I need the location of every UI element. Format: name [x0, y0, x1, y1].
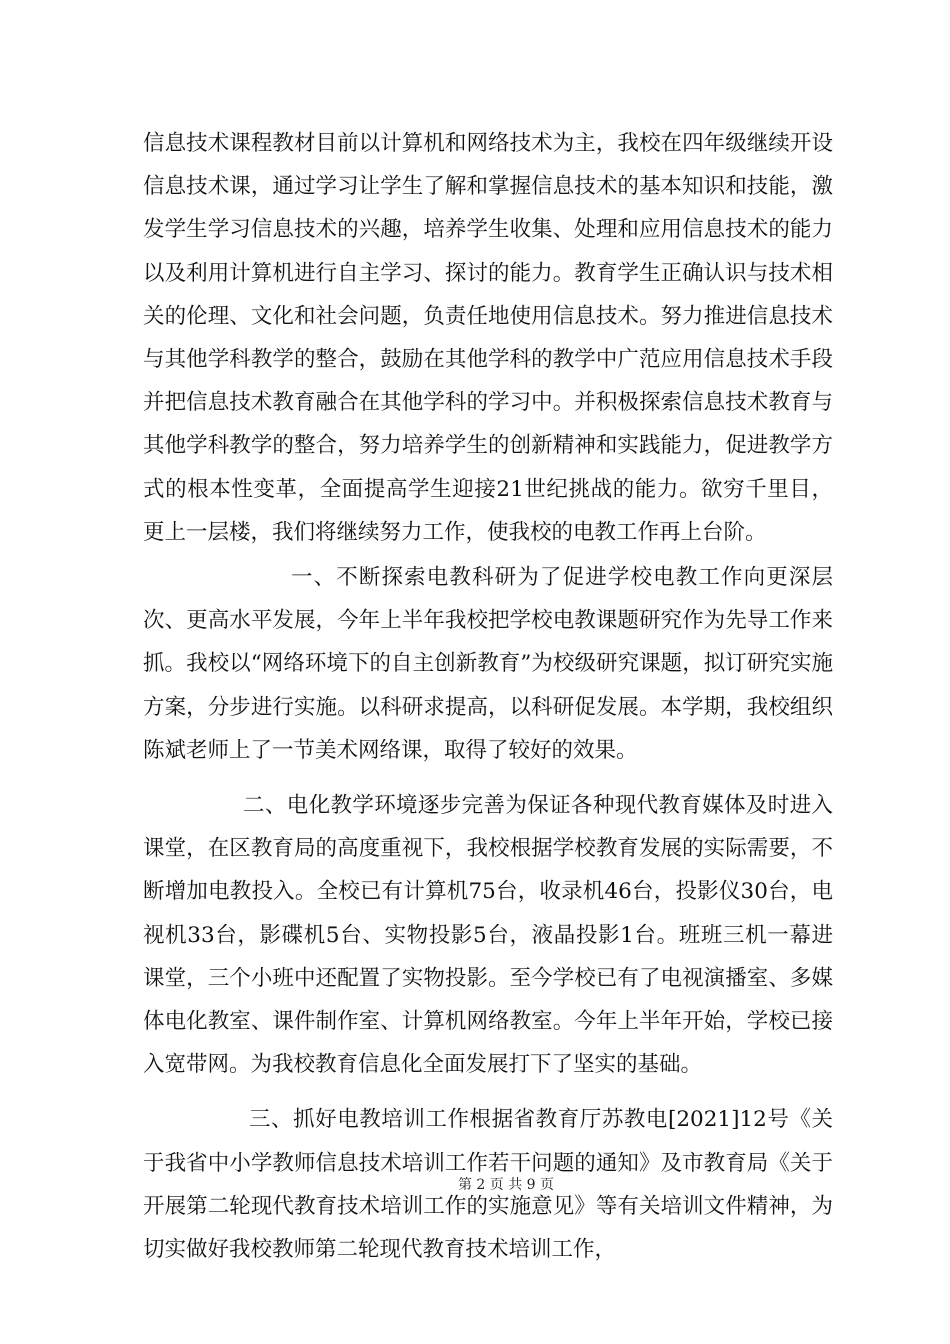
- paragraph-intro: 信息技术课程教材目前以计算机和网络技术为主，我校在四年级继续开设信息技术课，通过学习让学生了解和掌握信息技术的基本知识和技能，激发学生学习信息技术的兴趣，培养学生收集、处理和应用信息技术的能力以及利用计算机进行自主学习、探讨的能力。教育学生正确认识与技术相关的伦理、文化和社会问题，负责任地使用信息技术。努力推进信息技术与其他学科教学的整合，鼓励在其他学科的教学中广范应用信息技术手段并把信息技术教育融合在其他学科的学习中。并积极探索信息技术教育与其他学科教学的整合，努力培养学生的创新精神和实践能力，促进教学方式的根本性变革，全面提高学生迎接21世纪挑战的能力。欲穷千里目，更上一层楼，我们将继续努力工作，使我校的电教工作再上台阶。: [143, 131, 833, 545]
- paragraph-section-2: 二、电化教学环境逐步完善为保证各种现代教育媒体及时进入课堂，在区教育局的高度重视下，我校根据学校教育发展的实际需要，不断增加电教投入。全校已有计算机75台，收录机46台，投影仪30台，电视机33台，影碟机5台、实物投影5台，液晶投影1台。班班三机一幕进课堂，三个小班中还配置了实物投影。至今学校已有了电视演播室、多媒体电化教室、课件制作室、计算机网络教室。今年上半年开始，学校已接入宽带网。为我校教育信息化全面发展打下了坚实的基础。: [143, 793, 833, 1078]
- paragraph-section-3: 三、抓好电教培训工作根据省教育厅苏教电[2021]12号《关于我省中小学教师信息技术培训工作若干问题的通知》及市教育局《关于开展第二轮现代教育技术培训工作的实施意见》等有关培训文件精神，为切实做好我校教师第二轮现代教育技术培训工作，: [143, 1107, 833, 1263]
- paragraph-section-1: 一、不断探索电教科研为了促进学校电教工作向更深层次、更高水平发展，今年上半年我校把学校电教课题研究作为先导工作来抓。我校以“网络环境下的自主创新教育”为校级研究课题，拟订研究实施方案，分步进行实施。以科研求提高，以科研促发展。本学期，我校组织陈斌老师上了一节美术网络课，取得了较好的效果。: [143, 565, 833, 763]
- page-number-footer: 第 2 页 共 9 页: [457, 1177, 555, 1193]
- document-body: [143, 122, 833, 1271]
